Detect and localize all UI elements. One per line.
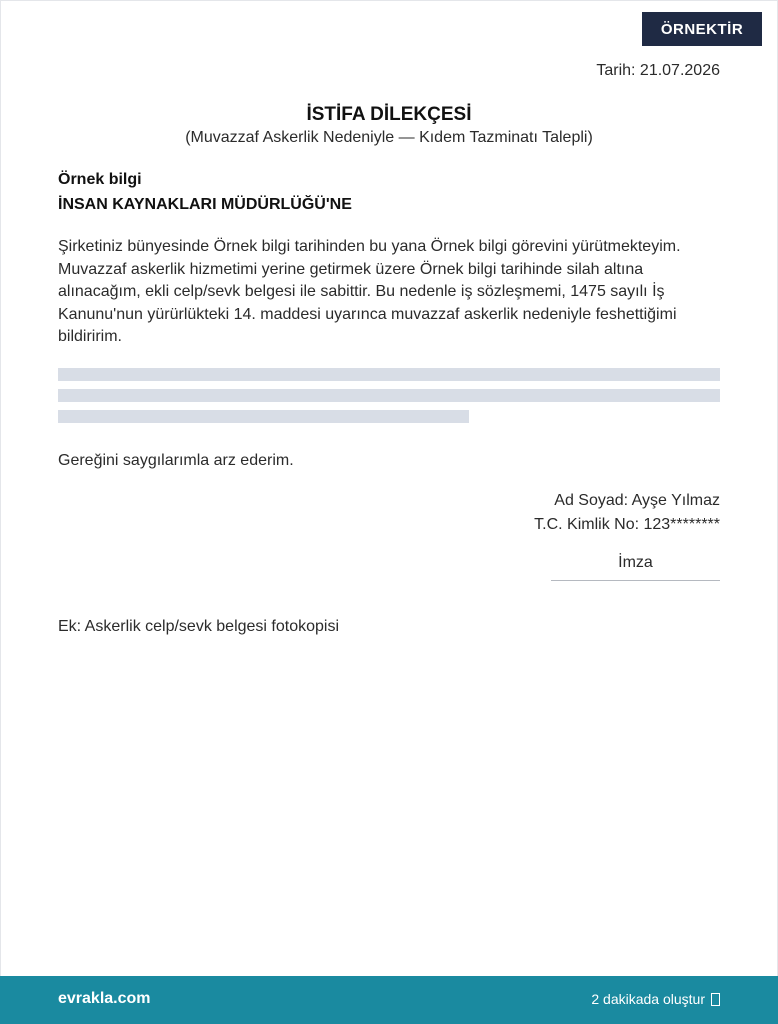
redacted-line	[58, 368, 720, 381]
create-cta-link[interactable]	[591, 991, 720, 1007]
document-title: İSTİFA DİLEKÇESİ	[306, 104, 472, 125]
brand-link[interactable]: evrakla.com	[58, 990, 151, 1007]
signature-line	[551, 580, 720, 581]
document-date: Tarih: 21.07.2026	[596, 62, 720, 79]
arrow-icon	[711, 993, 720, 1006]
redacted-line	[58, 410, 469, 423]
footer-bar	[0, 976, 778, 1024]
signer-name: Ad Soyad: Ayşe Yılmaz	[554, 492, 720, 509]
create-cta-label: 2 dakikada oluştur	[591, 991, 705, 1007]
redacted-line	[58, 389, 720, 402]
signature-label: İmza	[618, 554, 653, 571]
attachment-note: Ek: Askerlik celp/sevk belgesi fotokopisi	[58, 618, 340, 635]
body-paragraph: Şirketiniz bünyesinde Örnek bilgi tarihinden bu yana Örnek bilgi görevini yürütmekteyim. Muvazzaf askerlik hizmetimi yerine getirmek üzere Örnek bilgi tarihinde silah altına alınacağım, ekli celp/sevk belgesi ile sabittir. Bu nedenle iş sözleşmemi, 1475 sayılı İş Kanunu'nun yürürlükteki 14. maddesi uyarınca muvazzaf askerlik nedeniyle feshettiğimi bildiririm.	[58, 238, 681, 345]
addressee-department: İNSAN KAYNAKLARI MÜDÜRLÜĞÜ'NE	[58, 196, 352, 213]
signer-id: T.C. Kimlik No: 123********	[534, 516, 720, 533]
sample-badge: ÖRNEKTİR	[642, 12, 762, 46]
addressee-name: Örnek bilgi	[58, 171, 142, 188]
closing-line: Gereğini saygılarımla arz ederim.	[58, 452, 294, 469]
document-subtitle: (Muvazzaf Askerlik Nedeniyle — Kıdem Tazminatı Talepli)	[185, 129, 593, 146]
